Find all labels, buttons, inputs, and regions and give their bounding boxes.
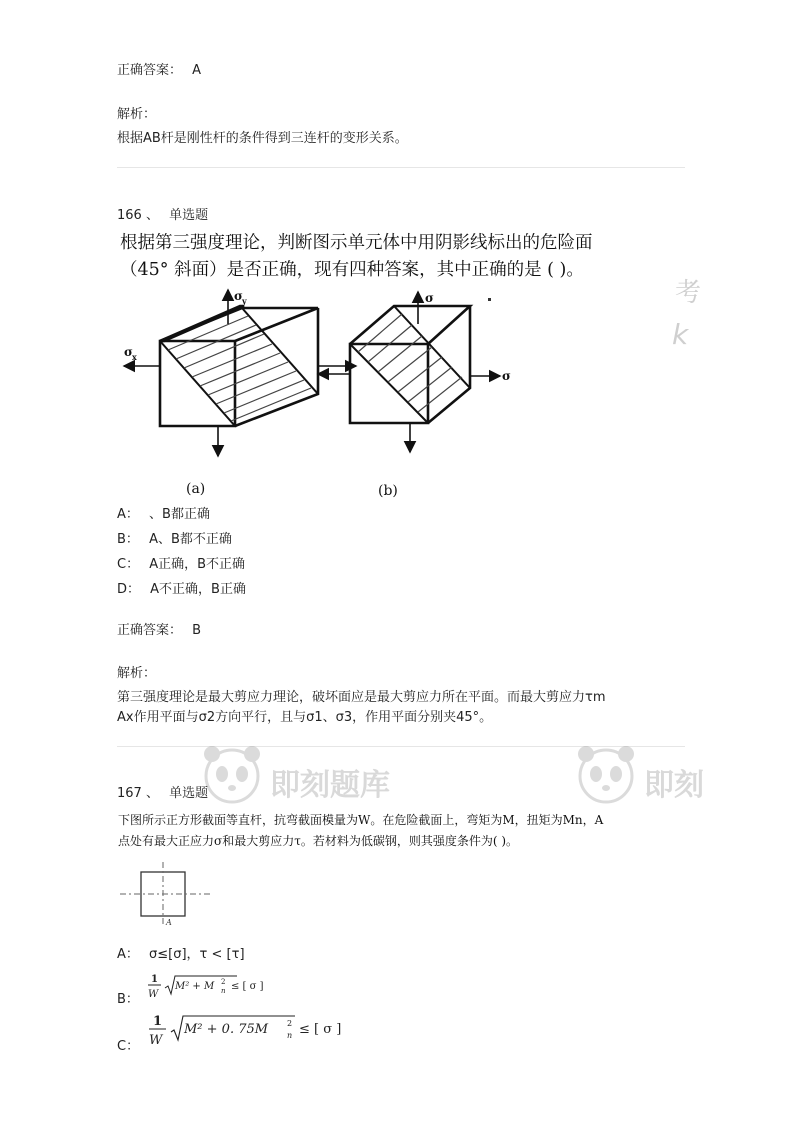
svg-text:M² + 0. 75M: M² + 0. 75M <box>184 1022 269 1037</box>
option-key: A： <box>117 507 139 522</box>
cube-a <box>160 306 318 426</box>
formula-b <box>147 972 287 1006</box>
q166-analysis-label: 解析： <box>117 666 157 681</box>
q167-stem <box>118 810 603 852</box>
label-a-sigma-x-sub: x <box>132 352 137 362</box>
q167-number: 167 、 <box>117 786 159 801</box>
label-a-sigma-y: σ <box>234 289 243 303</box>
svg-text:≤ [ σ ]: ≤ [ σ ] <box>299 1022 342 1037</box>
label-b-sigma-top: σ <box>425 291 434 305</box>
point-a-label: A <box>166 918 172 927</box>
label-a-sigma-y-sub: y <box>242 296 247 306</box>
q166-number: 166 、 <box>117 208 159 223</box>
svg-text:≤ [ σ ]: ≤ [ σ ] <box>231 981 264 992</box>
q166-answer-value: B <box>192 623 202 638</box>
q166-analysis-line2: Ax作用平面与σ2方向平行，且与σ1、σ3，作用平面分别夹45°。 <box>117 710 493 725</box>
q167-stem-line1: 下图所示正方形截面等直杆，抗弯截面模量为W。在危险截面上，弯矩为M，扭矩为Mn，A <box>118 813 604 827</box>
q167-option-a[interactable] <box>117 946 245 964</box>
option-key: B： <box>117 532 139 547</box>
watermark-side-1: 考 <box>675 278 702 308</box>
option-text: A不正确，B正确 <box>150 582 246 597</box>
q166-figure <box>118 286 518 498</box>
q166-option-a[interactable] <box>117 506 210 524</box>
q166-option-b[interactable] <box>117 531 232 549</box>
panda-watermark-icon <box>570 740 642 810</box>
q167-type: 单选题 <box>169 786 209 801</box>
q166-option-c[interactable] <box>117 556 245 574</box>
svg-text:W: W <box>149 1033 163 1048</box>
cube-b-arrows <box>318 292 500 452</box>
q165-answer-value: A <box>192 63 202 78</box>
label-a-sigma-x: σ <box>124 345 133 359</box>
watermark-side-2: k <box>672 318 689 351</box>
svg-text:n: n <box>287 1031 293 1040</box>
q166-stem-line1: 根据第三强度理论，判断图示单元体中用阴影线标出的危险面 <box>120 233 593 253</box>
option-text: 、B都正确 <box>149 507 210 522</box>
q166-answer <box>117 622 201 640</box>
q166-analysis-line1: 第三强度理论是最大剪应力理论，破坏面应是最大剪应力所在平面。而最大剪应力τm <box>117 690 606 705</box>
svg-text:W: W <box>148 989 159 1000</box>
svg-text:n: n <box>221 987 226 995</box>
q167-header <box>117 785 208 803</box>
q166-option-d[interactable] <box>117 581 246 599</box>
option-key: B： <box>117 992 139 1007</box>
q167-square-section <box>120 862 212 928</box>
label-b-sigma-right: σ <box>502 369 511 383</box>
q166-header <box>117 207 208 225</box>
svg-text:1: 1 <box>151 974 158 985</box>
q166-stem-line2: （45° 斜面）是否正确，现有四种答案，其中正确的是 ( )。 <box>120 260 584 280</box>
label-b: (b) <box>378 483 398 498</box>
option-key: C： <box>117 557 140 572</box>
option-key: C： <box>117 1039 140 1054</box>
q166-stem <box>120 230 593 284</box>
watermark-text-right: 即刻 <box>644 768 704 803</box>
q165-answer <box>117 62 201 80</box>
q165-analysis-label: 解析： <box>117 107 157 122</box>
q165-answer-label: 正确答案： <box>117 63 183 78</box>
q167-stem-line2: 点处有最大正应力σ和最大剪应力τ。若材料为低碳钢，则其强度条件为( )。 <box>118 834 519 848</box>
svg-text:1: 1 <box>153 1014 163 1029</box>
option-text: A、B都不正确 <box>149 532 232 547</box>
divider <box>117 167 685 168</box>
watermark-text: 即刻题库 <box>270 768 390 803</box>
q166-answer-label: 正确答案： <box>117 623 183 638</box>
option-key: D： <box>117 582 141 597</box>
formula-c <box>147 1012 357 1052</box>
option-text: A正确，B不正确 <box>149 557 246 572</box>
option-key: A： <box>117 947 139 962</box>
svg-text:M² + M: M² + M <box>175 981 215 992</box>
label-a: (a) <box>186 481 206 497</box>
svg-text:2: 2 <box>221 978 226 986</box>
option-text: σ≤[σ]，τ < [τ] <box>149 947 245 962</box>
q166-type: 单选题 <box>169 208 209 223</box>
svg-text:2: 2 <box>287 1019 293 1028</box>
q165-analysis-text: 根据AB杆是刚性杆的条件得到三连杆的变形关系。 <box>117 131 408 146</box>
